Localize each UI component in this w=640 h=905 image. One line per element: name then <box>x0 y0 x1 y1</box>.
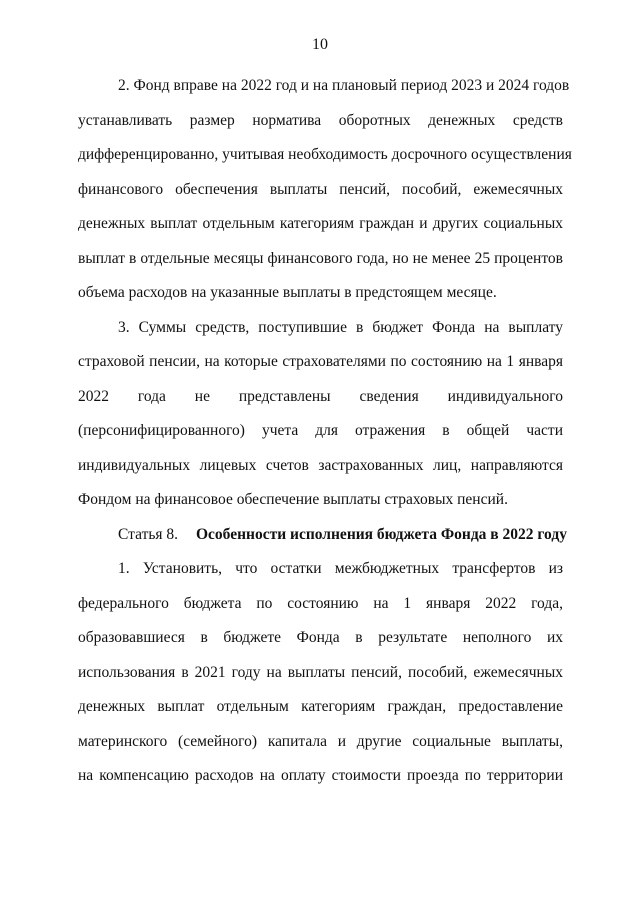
article-8-paragraph-1-line-3: образовавшиеся в бюджете Фонда в результате неполного их <box>78 629 563 646</box>
paragraph-3-line-6: Фондом на финансовое обеспечение выплаты страховых пенсий. <box>78 491 508 508</box>
paragraph-3-line-2: страховой пенсии, на которые страхователями по состоянию на 1 января <box>78 353 563 370</box>
article-8-paragraph-1-line-7: на компенсацию расходов на оплату стоимости проезда по территории <box>78 767 563 784</box>
paragraph-2-line-3: дифференцированно, учитывая необходимость досрочного осуществления <box>78 146 572 163</box>
article-title: Особенности исполнения бюджета Фонда в 2022 году <box>196 526 567 543</box>
paragraph-2-line-5: денежных выплат отдельным категориям граждан и других социальных <box>78 215 563 232</box>
article-heading <box>118 525 567 545</box>
article-8-paragraph-1-line-4: использования в 2021 году на выплаты пенсий, пособий, ежемесячных <box>78 664 563 681</box>
article-8-paragraph-1-line-5: денежных выплат отдельным категориям граждан, предоставление <box>78 698 563 715</box>
paragraph-2-line-6: выплат в отдельные месяцы финансового года, но не менее 25 процентов <box>78 250 563 267</box>
article-8-paragraph-1-line-1: 1. Установить, что остатки межбюджетных трансфертов из <box>118 560 563 577</box>
page-number: 10 <box>312 36 328 53</box>
article-8-paragraph-1-line-6: материнского (семейного) капитала и другие социальные выплаты, <box>78 733 563 750</box>
paragraph-2-line-1: 2. Фонд вправе на 2022 год и на плановый период 2023 и 2024 годов <box>118 77 570 94</box>
paragraph-3-line-5: индивидуальных лицевых счетов застрахованных лиц, направляются <box>78 457 563 474</box>
paragraph-2-line-7: объема расходов на указанные выплаты в предстоящем месяце. <box>78 284 497 301</box>
article-8-paragraph-1-line-2: федерального бюджета по состоянию на 1 января 2022 года, <box>78 595 563 612</box>
paragraph-2-line-2: устанавливать размер норматива оборотных денежных средств <box>78 112 563 129</box>
paragraph-3-line-4: (персонифицированного) учета для отражения в общей части <box>78 422 563 439</box>
paragraph-3-line-3: 2022 года не представлены сведения индивидуального <box>78 388 563 405</box>
paragraph-2-line-4: финансового обеспечения выплаты пенсий, пособий, ежемесячных <box>78 181 563 198</box>
paragraph-3-line-1: 3. Суммы средств, поступившие в бюджет Фонда на выплату <box>118 319 563 336</box>
article-number: Статья 8. <box>118 526 179 543</box>
